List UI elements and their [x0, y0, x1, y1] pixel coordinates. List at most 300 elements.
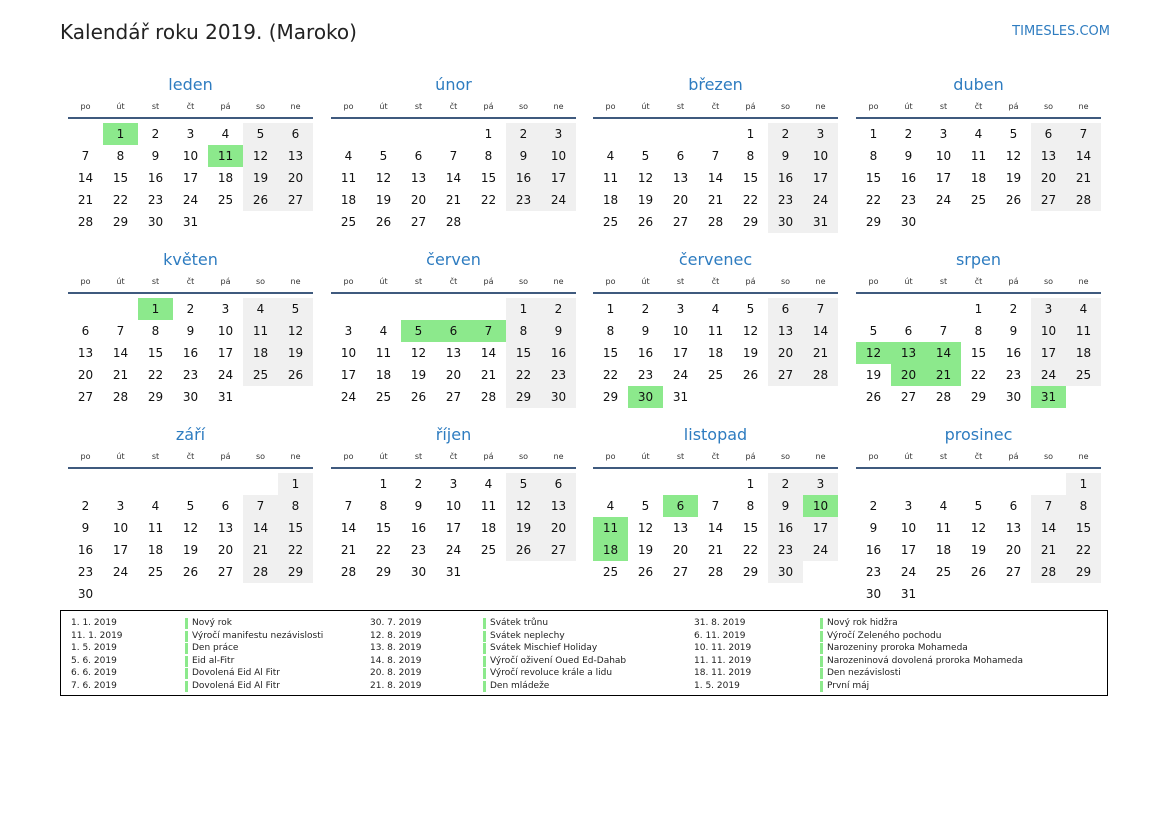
day-cell[interactable]: 29	[602, 390, 619, 404]
day-cell[interactable]: 19	[637, 543, 654, 557]
day-cell[interactable]: 19	[637, 193, 654, 207]
day-cell[interactable]: 28	[243, 561, 278, 583]
day-cell[interactable]: 10	[672, 324, 689, 338]
day-cell[interactable]: 21	[445, 193, 462, 207]
day-cell[interactable]: 28	[707, 215, 724, 229]
day-cell[interactable]: 8	[278, 495, 313, 517]
day-cell[interactable]: 1	[869, 127, 878, 141]
day-cell[interactable]: 4	[606, 149, 615, 163]
day-cell[interactable]: 13	[672, 171, 689, 185]
day-cell[interactable]: 1	[278, 473, 313, 495]
day-cell[interactable]: 7	[243, 495, 278, 517]
day-cell[interactable]: 12	[506, 495, 541, 517]
day-cell[interactable]: 12	[1005, 149, 1022, 163]
day-cell[interactable]: 5	[278, 298, 313, 320]
day-cell[interactable]: 6	[1031, 123, 1066, 145]
day-cell[interactable]: 20	[541, 517, 576, 539]
day-cell[interactable]: 18	[602, 193, 619, 207]
day-cell[interactable]: 24	[182, 193, 199, 207]
day-cell[interactable]: 11	[593, 517, 628, 539]
day-cell[interactable]: 23	[506, 189, 541, 211]
day-cell[interactable]: 17	[935, 171, 952, 185]
day-cell[interactable]: 1	[606, 302, 615, 316]
day-cell[interactable]: 2	[641, 302, 650, 316]
day-cell[interactable]: 10	[340, 346, 357, 360]
day-cell[interactable]: 3	[221, 302, 230, 316]
day-cell[interactable]: 2	[414, 477, 423, 491]
day-cell[interactable]: 21	[77, 193, 94, 207]
day-cell[interactable]: 2	[151, 127, 160, 141]
day-cell[interactable]: 29	[865, 215, 882, 229]
day-cell[interactable]: 10	[1031, 320, 1066, 342]
day-cell[interactable]: 12	[278, 320, 313, 342]
day-cell[interactable]: 17	[541, 167, 576, 189]
day-cell[interactable]: 30	[900, 215, 917, 229]
day-cell[interactable]: 19	[278, 342, 313, 364]
day-cell[interactable]: 31	[182, 215, 199, 229]
day-cell[interactable]: 15	[742, 171, 759, 185]
day-cell[interactable]: 3	[541, 123, 576, 145]
day-cell[interactable]: 27	[278, 189, 313, 211]
day-cell[interactable]: 1	[1066, 473, 1101, 495]
day-cell[interactable]: 24	[803, 539, 838, 561]
day-cell[interactable]: 17	[1031, 342, 1066, 364]
day-cell[interactable]: 24	[217, 368, 234, 382]
day-cell[interactable]: 24	[112, 565, 129, 579]
day-cell[interactable]: 12	[243, 145, 278, 167]
day-cell[interactable]: 18	[970, 171, 987, 185]
day-cell[interactable]: 22	[742, 193, 759, 207]
day-cell[interactable]: 15	[278, 517, 313, 539]
day-cell[interactable]: 30	[768, 561, 803, 583]
day-cell[interactable]: 6	[221, 499, 230, 513]
day-cell[interactable]: 18	[935, 543, 952, 557]
day-cell[interactable]: 8	[974, 324, 983, 338]
day-cell[interactable]: 28	[112, 390, 129, 404]
day-cell[interactable]: 6	[904, 324, 913, 338]
day-cell[interactable]: 13	[672, 521, 689, 535]
day-cell[interactable]: 29	[278, 561, 313, 583]
day-cell[interactable]: 22	[375, 543, 392, 557]
day-cell[interactable]: 26	[637, 565, 654, 579]
day-cell[interactable]: 23	[900, 193, 917, 207]
day-cell[interactable]: 17	[217, 346, 234, 360]
day-cell[interactable]: 14	[77, 171, 94, 185]
day-cell[interactable]: 23	[410, 543, 427, 557]
day-cell[interactable]: 22	[742, 543, 759, 557]
day-cell[interactable]: 7	[471, 320, 506, 342]
day-cell[interactable]: 31	[445, 565, 462, 579]
day-cell[interactable]: 29	[375, 565, 392, 579]
day-cell[interactable]: 14	[340, 521, 357, 535]
day-cell[interactable]: 2	[869, 499, 878, 513]
day-cell[interactable]: 13	[768, 320, 803, 342]
day-cell[interactable]: 1	[974, 302, 983, 316]
day-cell[interactable]: 8	[379, 499, 388, 513]
day-cell[interactable]: 26	[742, 368, 759, 382]
day-cell[interactable]: 1	[506, 298, 541, 320]
day-cell[interactable]: 25	[602, 215, 619, 229]
day-cell[interactable]: 4	[1066, 298, 1101, 320]
day-cell[interactable]: 26	[375, 215, 392, 229]
day-cell[interactable]: 20	[672, 543, 689, 557]
day-cell[interactable]: 11	[970, 149, 987, 163]
day-cell[interactable]: 5	[641, 149, 650, 163]
day-cell[interactable]: 4	[606, 499, 615, 513]
day-cell[interactable]: 31	[672, 390, 689, 404]
day-cell[interactable]: 8	[869, 149, 878, 163]
day-cell[interactable]: 21	[340, 543, 357, 557]
day-cell[interactable]: 3	[676, 302, 685, 316]
day-cell[interactable]: 12	[637, 521, 654, 535]
day-cell[interactable]: 29	[970, 390, 987, 404]
day-cell[interactable]: 6	[663, 495, 698, 517]
day-cell[interactable]: 29	[742, 565, 759, 579]
day-cell[interactable]: 9	[869, 521, 878, 535]
day-cell[interactable]: 20	[445, 368, 462, 382]
day-cell[interactable]: 5	[869, 324, 878, 338]
day-cell[interactable]: 18	[217, 171, 234, 185]
day-cell[interactable]: 3	[344, 324, 353, 338]
day-cell[interactable]: 23	[865, 565, 882, 579]
day-cell[interactable]: 16	[768, 517, 803, 539]
day-cell[interactable]: 25	[480, 543, 497, 557]
day-cell[interactable]: 16	[541, 342, 576, 364]
day-cell[interactable]: 22	[970, 368, 987, 382]
day-cell[interactable]: 30	[541, 386, 576, 408]
day-cell[interactable]: 23	[637, 368, 654, 382]
day-cell[interactable]: 15	[375, 521, 392, 535]
day-cell[interactable]: 11	[707, 324, 724, 338]
day-cell[interactable]: 13	[217, 521, 234, 535]
day-cell[interactable]: 13	[77, 346, 94, 360]
day-cell[interactable]: 3	[116, 499, 125, 513]
day-cell[interactable]: 15	[480, 171, 497, 185]
day-cell[interactable]: 25	[340, 215, 357, 229]
day-cell[interactable]: 25	[935, 565, 952, 579]
day-cell[interactable]: 6	[81, 324, 90, 338]
day-cell[interactable]: 26	[506, 539, 541, 561]
day-cell[interactable]: 19	[182, 543, 199, 557]
day-cell[interactable]: 15	[602, 346, 619, 360]
day-cell[interactable]: 17	[900, 543, 917, 557]
day-cell[interactable]: 30	[628, 386, 663, 408]
day-cell[interactable]: 9	[1009, 324, 1018, 338]
day-cell[interactable]: 8	[746, 499, 755, 513]
day-cell[interactable]: 9	[541, 320, 576, 342]
day-cell[interactable]: 15	[865, 171, 882, 185]
day-cell[interactable]: 27	[445, 390, 462, 404]
day-cell[interactable]: 5	[746, 302, 755, 316]
day-cell[interactable]: 18	[147, 543, 164, 557]
day-cell[interactable]: 27	[672, 565, 689, 579]
day-cell[interactable]: 4	[243, 298, 278, 320]
day-cell[interactable]: 13	[891, 342, 926, 364]
day-cell[interactable]: 11	[375, 346, 392, 360]
day-cell[interactable]: 19	[243, 167, 278, 189]
day-cell[interactable]: 27	[1031, 189, 1066, 211]
day-cell[interactable]: 20	[768, 342, 803, 364]
day-cell[interactable]: 9	[506, 145, 541, 167]
day-cell[interactable]: 5	[243, 123, 278, 145]
day-cell[interactable]: 7	[803, 298, 838, 320]
day-cell[interactable]: 4	[379, 324, 388, 338]
day-cell[interactable]: 22	[278, 539, 313, 561]
day-cell[interactable]: 7	[1031, 495, 1066, 517]
day-cell[interactable]: 27	[672, 215, 689, 229]
site-link[interactable]: TIMESLES.COM	[1012, 24, 1110, 39]
day-cell[interactable]: 5	[186, 499, 195, 513]
day-cell[interactable]: 27	[900, 390, 917, 404]
day-cell[interactable]: 9	[641, 324, 650, 338]
day-cell[interactable]: 26	[970, 565, 987, 579]
day-cell[interactable]: 10	[445, 499, 462, 513]
day-cell[interactable]: 26	[1005, 193, 1022, 207]
day-cell[interactable]: 28	[1031, 561, 1066, 583]
day-cell[interactable]: 20	[410, 193, 427, 207]
day-cell[interactable]: 12	[410, 346, 427, 360]
day-cell[interactable]: 25	[970, 193, 987, 207]
day-cell[interactable]: 28	[340, 565, 357, 579]
day-cell[interactable]: 25	[375, 390, 392, 404]
day-cell[interactable]: 4	[484, 477, 493, 491]
day-cell[interactable]: 21	[707, 193, 724, 207]
day-cell[interactable]: 16	[506, 167, 541, 189]
day-cell[interactable]: 8	[1066, 495, 1101, 517]
day-cell[interactable]: 3	[186, 127, 195, 141]
day-cell[interactable]: 28	[707, 565, 724, 579]
day-cell[interactable]: 14	[480, 346, 497, 360]
day-cell[interactable]: 22	[865, 193, 882, 207]
day-cell[interactable]: 24	[935, 193, 952, 207]
day-cell[interactable]: 13	[1005, 521, 1022, 535]
day-cell[interactable]: 25	[602, 565, 619, 579]
day-cell[interactable]: 31	[217, 390, 234, 404]
day-cell[interactable]: 9	[186, 324, 195, 338]
day-cell[interactable]: 18	[480, 521, 497, 535]
day-cell[interactable]: 1	[746, 477, 755, 491]
day-cell[interactable]: 31	[803, 211, 838, 233]
day-cell[interactable]: 22	[1066, 539, 1101, 561]
day-cell[interactable]: 19	[375, 193, 392, 207]
day-cell[interactable]: 6	[541, 473, 576, 495]
day-cell[interactable]: 9	[151, 149, 160, 163]
day-cell[interactable]: 8	[484, 149, 493, 163]
day-cell[interactable]: 31	[900, 587, 917, 601]
day-cell[interactable]: 22	[147, 368, 164, 382]
day-cell[interactable]: 2	[904, 127, 913, 141]
day-cell[interactable]: 29	[742, 215, 759, 229]
day-cell[interactable]: 20	[672, 193, 689, 207]
day-cell[interactable]: 11	[208, 145, 243, 167]
day-cell[interactable]: 23	[1005, 368, 1022, 382]
day-cell[interactable]: 2	[506, 123, 541, 145]
day-cell[interactable]: 18	[375, 368, 392, 382]
day-cell[interactable]: 16	[410, 521, 427, 535]
day-cell[interactable]: 3	[803, 123, 838, 145]
day-cell[interactable]: 14	[112, 346, 129, 360]
day-cell[interactable]: 24	[900, 565, 917, 579]
day-cell[interactable]: 17	[340, 368, 357, 382]
day-cell[interactable]: 18	[243, 342, 278, 364]
day-cell[interactable]: 13	[541, 495, 576, 517]
day-cell[interactable]: 5	[974, 499, 983, 513]
day-cell[interactable]: 15	[742, 521, 759, 535]
day-cell[interactable]: 10	[803, 145, 838, 167]
day-cell[interactable]: 20	[891, 364, 926, 386]
day-cell[interactable]: 14	[707, 521, 724, 535]
day-cell[interactable]: 6	[1009, 499, 1018, 513]
day-cell[interactable]: 10	[112, 521, 129, 535]
day-cell[interactable]: 29	[147, 390, 164, 404]
day-cell[interactable]: 10	[182, 149, 199, 163]
day-cell[interactable]: 5	[1009, 127, 1018, 141]
day-cell[interactable]: 7	[449, 149, 458, 163]
day-cell[interactable]: 11	[480, 499, 497, 513]
day-cell[interactable]: 17	[182, 171, 199, 185]
day-cell[interactable]: 7	[1066, 123, 1101, 145]
day-cell[interactable]: 19	[865, 368, 882, 382]
day-cell[interactable]: 16	[900, 171, 917, 185]
day-cell[interactable]: 24	[803, 189, 838, 211]
day-cell[interactable]: 7	[939, 324, 948, 338]
day-cell[interactable]: 21	[480, 368, 497, 382]
day-cell[interactable]: 15	[1066, 517, 1101, 539]
day-cell[interactable]: 12	[856, 342, 891, 364]
day-cell[interactable]: 22	[602, 368, 619, 382]
day-cell[interactable]: 3	[939, 127, 948, 141]
day-cell[interactable]: 7	[116, 324, 125, 338]
day-cell[interactable]: 23	[77, 565, 94, 579]
day-cell[interactable]: 3	[1031, 298, 1066, 320]
day-cell[interactable]: 1	[379, 477, 388, 491]
day-cell[interactable]: 21	[926, 364, 961, 386]
day-cell[interactable]: 24	[541, 189, 576, 211]
day-cell[interactable]: 6	[414, 149, 423, 163]
day-cell[interactable]: 27	[217, 565, 234, 579]
day-cell[interactable]: 25	[217, 193, 234, 207]
day-cell[interactable]: 19	[506, 517, 541, 539]
day-cell[interactable]: 14	[1031, 517, 1066, 539]
day-cell[interactable]: 28	[480, 390, 497, 404]
day-cell[interactable]: 30	[1005, 390, 1022, 404]
day-cell[interactable]: 13	[410, 171, 427, 185]
day-cell[interactable]: 30	[77, 587, 94, 601]
day-cell[interactable]: 21	[243, 539, 278, 561]
day-cell[interactable]: 4	[974, 127, 983, 141]
day-cell[interactable]: 22	[506, 364, 541, 386]
day-cell[interactable]: 10	[900, 521, 917, 535]
day-cell[interactable]: 23	[182, 368, 199, 382]
day-cell[interactable]: 26	[637, 215, 654, 229]
day-cell[interactable]: 31	[1031, 386, 1066, 408]
day-cell[interactable]: 15	[147, 346, 164, 360]
day-cell[interactable]: 24	[445, 543, 462, 557]
day-cell[interactable]: 26	[410, 390, 427, 404]
day-cell[interactable]: 1	[138, 298, 173, 320]
day-cell[interactable]: 2	[186, 302, 195, 316]
day-cell[interactable]: 10	[541, 145, 576, 167]
day-cell[interactable]: 28	[803, 364, 838, 386]
day-cell[interactable]: 19	[970, 543, 987, 557]
day-cell[interactable]: 4	[939, 499, 948, 513]
day-cell[interactable]: 4	[151, 499, 160, 513]
day-cell[interactable]: 17	[803, 517, 838, 539]
day-cell[interactable]: 25	[243, 364, 278, 386]
day-cell[interactable]: 3	[904, 499, 913, 513]
day-cell[interactable]: 13	[445, 346, 462, 360]
day-cell[interactable]: 28	[445, 215, 462, 229]
day-cell[interactable]: 17	[445, 521, 462, 535]
day-cell[interactable]: 9	[904, 149, 913, 163]
day-cell[interactable]: 2	[768, 123, 803, 145]
day-cell[interactable]: 26	[865, 390, 882, 404]
day-cell[interactable]: 5	[379, 149, 388, 163]
day-cell[interactable]: 2	[81, 499, 90, 513]
day-cell[interactable]: 14	[1066, 145, 1101, 167]
day-cell[interactable]: 13	[278, 145, 313, 167]
day-cell[interactable]: 20	[77, 368, 94, 382]
day-cell[interactable]: 21	[1031, 539, 1066, 561]
day-cell[interactable]: 14	[803, 320, 838, 342]
day-cell[interactable]: 17	[672, 346, 689, 360]
day-cell[interactable]: 6	[436, 320, 471, 342]
day-cell[interactable]: 12	[742, 324, 759, 338]
day-cell[interactable]: 6	[768, 298, 803, 320]
day-cell[interactable]: 30	[865, 587, 882, 601]
day-cell[interactable]: 16	[637, 346, 654, 360]
day-cell[interactable]: 10	[803, 495, 838, 517]
day-cell[interactable]: 21	[707, 543, 724, 557]
day-cell[interactable]: 16	[182, 346, 199, 360]
day-cell[interactable]: 23	[541, 364, 576, 386]
day-cell[interactable]: 11	[243, 320, 278, 342]
day-cell[interactable]: 12	[970, 521, 987, 535]
day-cell[interactable]: 16	[865, 543, 882, 557]
day-cell[interactable]: 13	[1031, 145, 1066, 167]
day-cell[interactable]: 19	[742, 346, 759, 360]
day-cell[interactable]: 10	[217, 324, 234, 338]
day-cell[interactable]: 29	[112, 215, 129, 229]
day-cell[interactable]: 27	[410, 215, 427, 229]
day-cell[interactable]: 23	[147, 193, 164, 207]
day-cell[interactable]: 30	[410, 565, 427, 579]
day-cell[interactable]: 20	[1005, 543, 1022, 557]
day-cell[interactable]: 18	[593, 539, 628, 561]
day-cell[interactable]: 29	[506, 386, 541, 408]
day-cell[interactable]: 8	[606, 324, 615, 338]
day-cell[interactable]: 24	[672, 368, 689, 382]
day-cell[interactable]: 4	[221, 127, 230, 141]
day-cell[interactable]: 12	[182, 521, 199, 535]
day-cell[interactable]: 28	[1066, 189, 1101, 211]
day-cell[interactable]: 22	[112, 193, 129, 207]
day-cell[interactable]: 11	[1066, 320, 1101, 342]
day-cell[interactable]: 17	[112, 543, 129, 557]
day-cell[interactable]: 25	[1066, 364, 1101, 386]
day-cell[interactable]: 26	[243, 189, 278, 211]
day-cell[interactable]: 9	[414, 499, 423, 513]
day-cell[interactable]: 24	[1031, 364, 1066, 386]
day-cell[interactable]: 20	[217, 543, 234, 557]
day-cell[interactable]: 10	[935, 149, 952, 163]
day-cell[interactable]: 9	[81, 521, 90, 535]
day-cell[interactable]: 7	[711, 149, 720, 163]
day-cell[interactable]: 28	[77, 215, 94, 229]
day-cell[interactable]: 17	[803, 167, 838, 189]
day-cell[interactable]: 11	[602, 171, 619, 185]
day-cell[interactable]: 19	[410, 368, 427, 382]
